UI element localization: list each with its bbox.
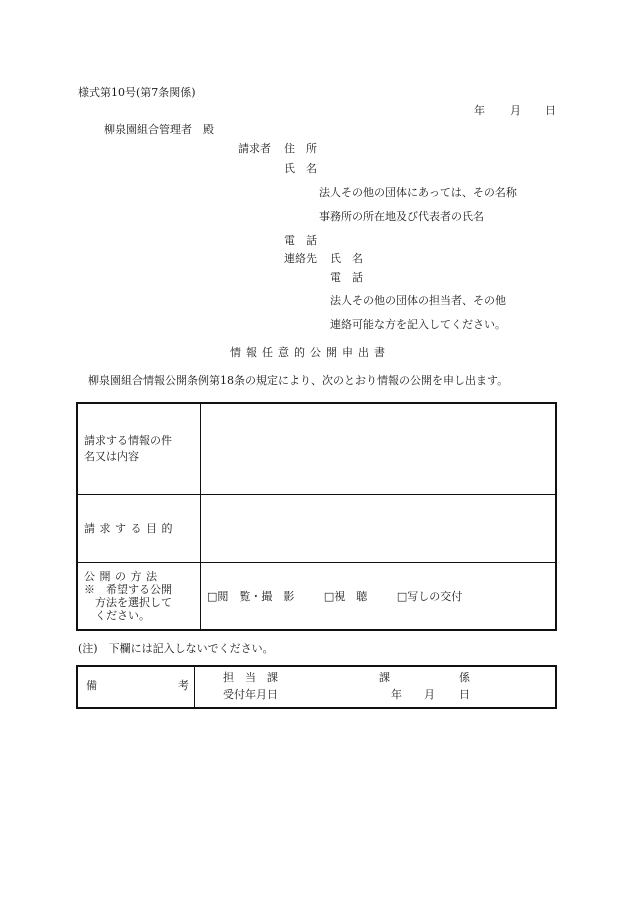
info-content-field[interactable] bbox=[201, 403, 557, 494]
form-number: 様式第10号(第7条関係) bbox=[78, 86, 196, 99]
requester-corp-note-2: 事務所の所在地及び代表者の氏名 bbox=[319, 210, 484, 223]
purpose-label: 請求する目的 bbox=[77, 494, 201, 562]
request-form-table bbox=[76, 402, 557, 631]
intro-text: 柳泉園組合情報公開条例第18条の規定により、次のとおり情報の公開を申し出ます。 bbox=[88, 374, 509, 387]
date-month: 月 bbox=[510, 104, 521, 117]
kakari-label: 係 bbox=[459, 671, 470, 684]
received-date-label: 受付年月日 bbox=[223, 688, 278, 701]
option-view-photo-checkbox[interactable]: □閲 覧・撮 影 bbox=[207, 589, 295, 603]
requester-address-label: 住 所 bbox=[284, 142, 317, 155]
addressee: 柳泉園組合管理者 殿 bbox=[104, 123, 214, 136]
date-year: 年 bbox=[474, 104, 485, 117]
method-label: 公開の方法 ※ 希望する公開 方法を選択して ください。 bbox=[77, 562, 201, 630]
contact-name-label: 氏 名 bbox=[330, 252, 363, 265]
option-listen-checkbox[interactable]: □視 聴 bbox=[323, 589, 368, 603]
info-content-label: 請求する情報の件 名又は内容 bbox=[77, 403, 201, 494]
requester-label: 請求者 bbox=[238, 142, 271, 155]
document-title: 情報任意的公開申出書 bbox=[230, 346, 390, 359]
ka-label: 課 bbox=[379, 671, 390, 684]
contact-note-1: 法人その他の団体の担当者、その他 bbox=[330, 294, 506, 307]
method-options bbox=[201, 562, 557, 630]
office-info-cell bbox=[195, 666, 557, 708]
contact-phone-label: 電 話 bbox=[330, 271, 363, 284]
form-row-info bbox=[77, 403, 556, 494]
contact-label: 連絡先 bbox=[284, 252, 317, 265]
option-copy-checkbox[interactable]: □写しの交付 bbox=[396, 589, 463, 603]
requester-corp-note-1: 法人その他の団体にあっては、その名称 bbox=[319, 186, 517, 199]
date-day: 日 bbox=[545, 104, 556, 117]
remarks-label: 備 考 bbox=[77, 666, 195, 708]
form-row-purpose bbox=[77, 494, 556, 562]
requester-phone-label: 電 話 bbox=[284, 234, 317, 247]
form-row-method bbox=[77, 562, 556, 630]
office-use-table bbox=[76, 665, 557, 709]
dept-label: 担 当 課 bbox=[223, 671, 278, 684]
requester-name-label: 氏 名 bbox=[284, 162, 317, 175]
purpose-field[interactable] bbox=[201, 494, 557, 562]
contact-note-2: 連絡可能な方を記入してください。 bbox=[330, 318, 506, 331]
received-year: 年 bbox=[391, 688, 402, 701]
received-month: 月 bbox=[424, 688, 435, 701]
received-day: 日 bbox=[459, 688, 470, 701]
note-text: (注) 下欄には記入しないでください。 bbox=[78, 642, 274, 655]
